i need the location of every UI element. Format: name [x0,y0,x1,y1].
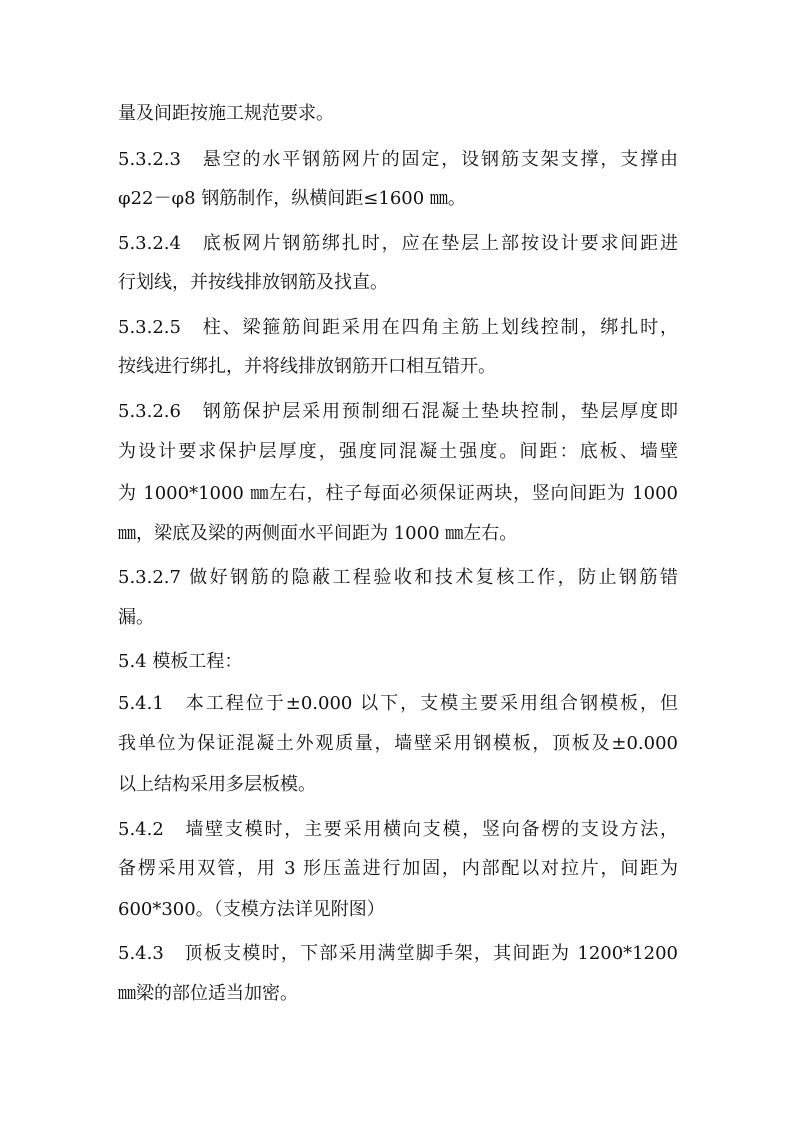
text-line: 我单位为保证混凝土外观质量，墙壁采用钢模板，顶板及±0.000 [118,733,678,754]
text-line: 按线进行绑扎，并将线排放钢筋开口相互错开。 [118,356,496,377]
text-line: 5.3.2.3 悬空的水平钢筋网片的固定，设钢筋支架支撑，支撑由 [118,149,678,170]
text-line: 备楞采用双管，用 3 形压盖进行加固，内部配以对拉片，间距为 [118,858,678,879]
text-line: 5.3.2.4 底板网片钢筋绑扎时，应在垫层上部按设计要求间距进 [118,233,678,254]
text-line: φ22－φ8 钢筋制作，纵横间距≤1600 ㎜。 [118,188,466,209]
text-line: 以上结构采用多层板模。 [118,774,316,795]
text-line: 5.3.2.5 柱、梁箍筋间距采用在四角主筋上划线控制，绑扎时， [118,317,678,338]
text-line: 行划线，并按线排放钢筋及找直。 [118,272,388,293]
text-line: 为设计要求保护层厚度，强度同混凝土强度。间距：底板、墙壁 [118,441,678,462]
text-line: 5.4 模板工程： [118,651,243,672]
text-line: 600*300。（支模方法详见附图） [118,899,385,920]
text-line: 为 1000*1000 ㎜左右，柱子每面必须保证两块，竖向间距为 1000 [118,483,678,504]
text-line: 量及间距按施工规范要求。 [118,103,334,124]
text-line: 5.4.3 顶板支模时，下部采用满堂脚手架，其间距为 1200*1200 [118,943,678,964]
text-line: 5.4.1 本工程位于±0.000 以下，支模主要采用组合钢模板，但 [118,693,678,714]
text-line: 5.4.2 墙壁支模时，主要采用横向支模，竖向备楞的支设方法， [118,819,678,840]
text-line: 5.3.2.6 钢筋保护层采用预制细石混凝土垫块控制，垫层厚度即 [118,401,678,422]
text-line: ㎜，梁底及梁的两侧面水平间距为 1000 ㎜左右。 [118,523,518,544]
text-line: 5.3.2.7 做好钢筋的隐蔽工程验收和技术复核工作，防止钢筋错 [118,567,678,588]
text-line: ㎜梁的部位适当加密。 [118,983,298,1004]
text-line: 漏。 [118,607,154,628]
